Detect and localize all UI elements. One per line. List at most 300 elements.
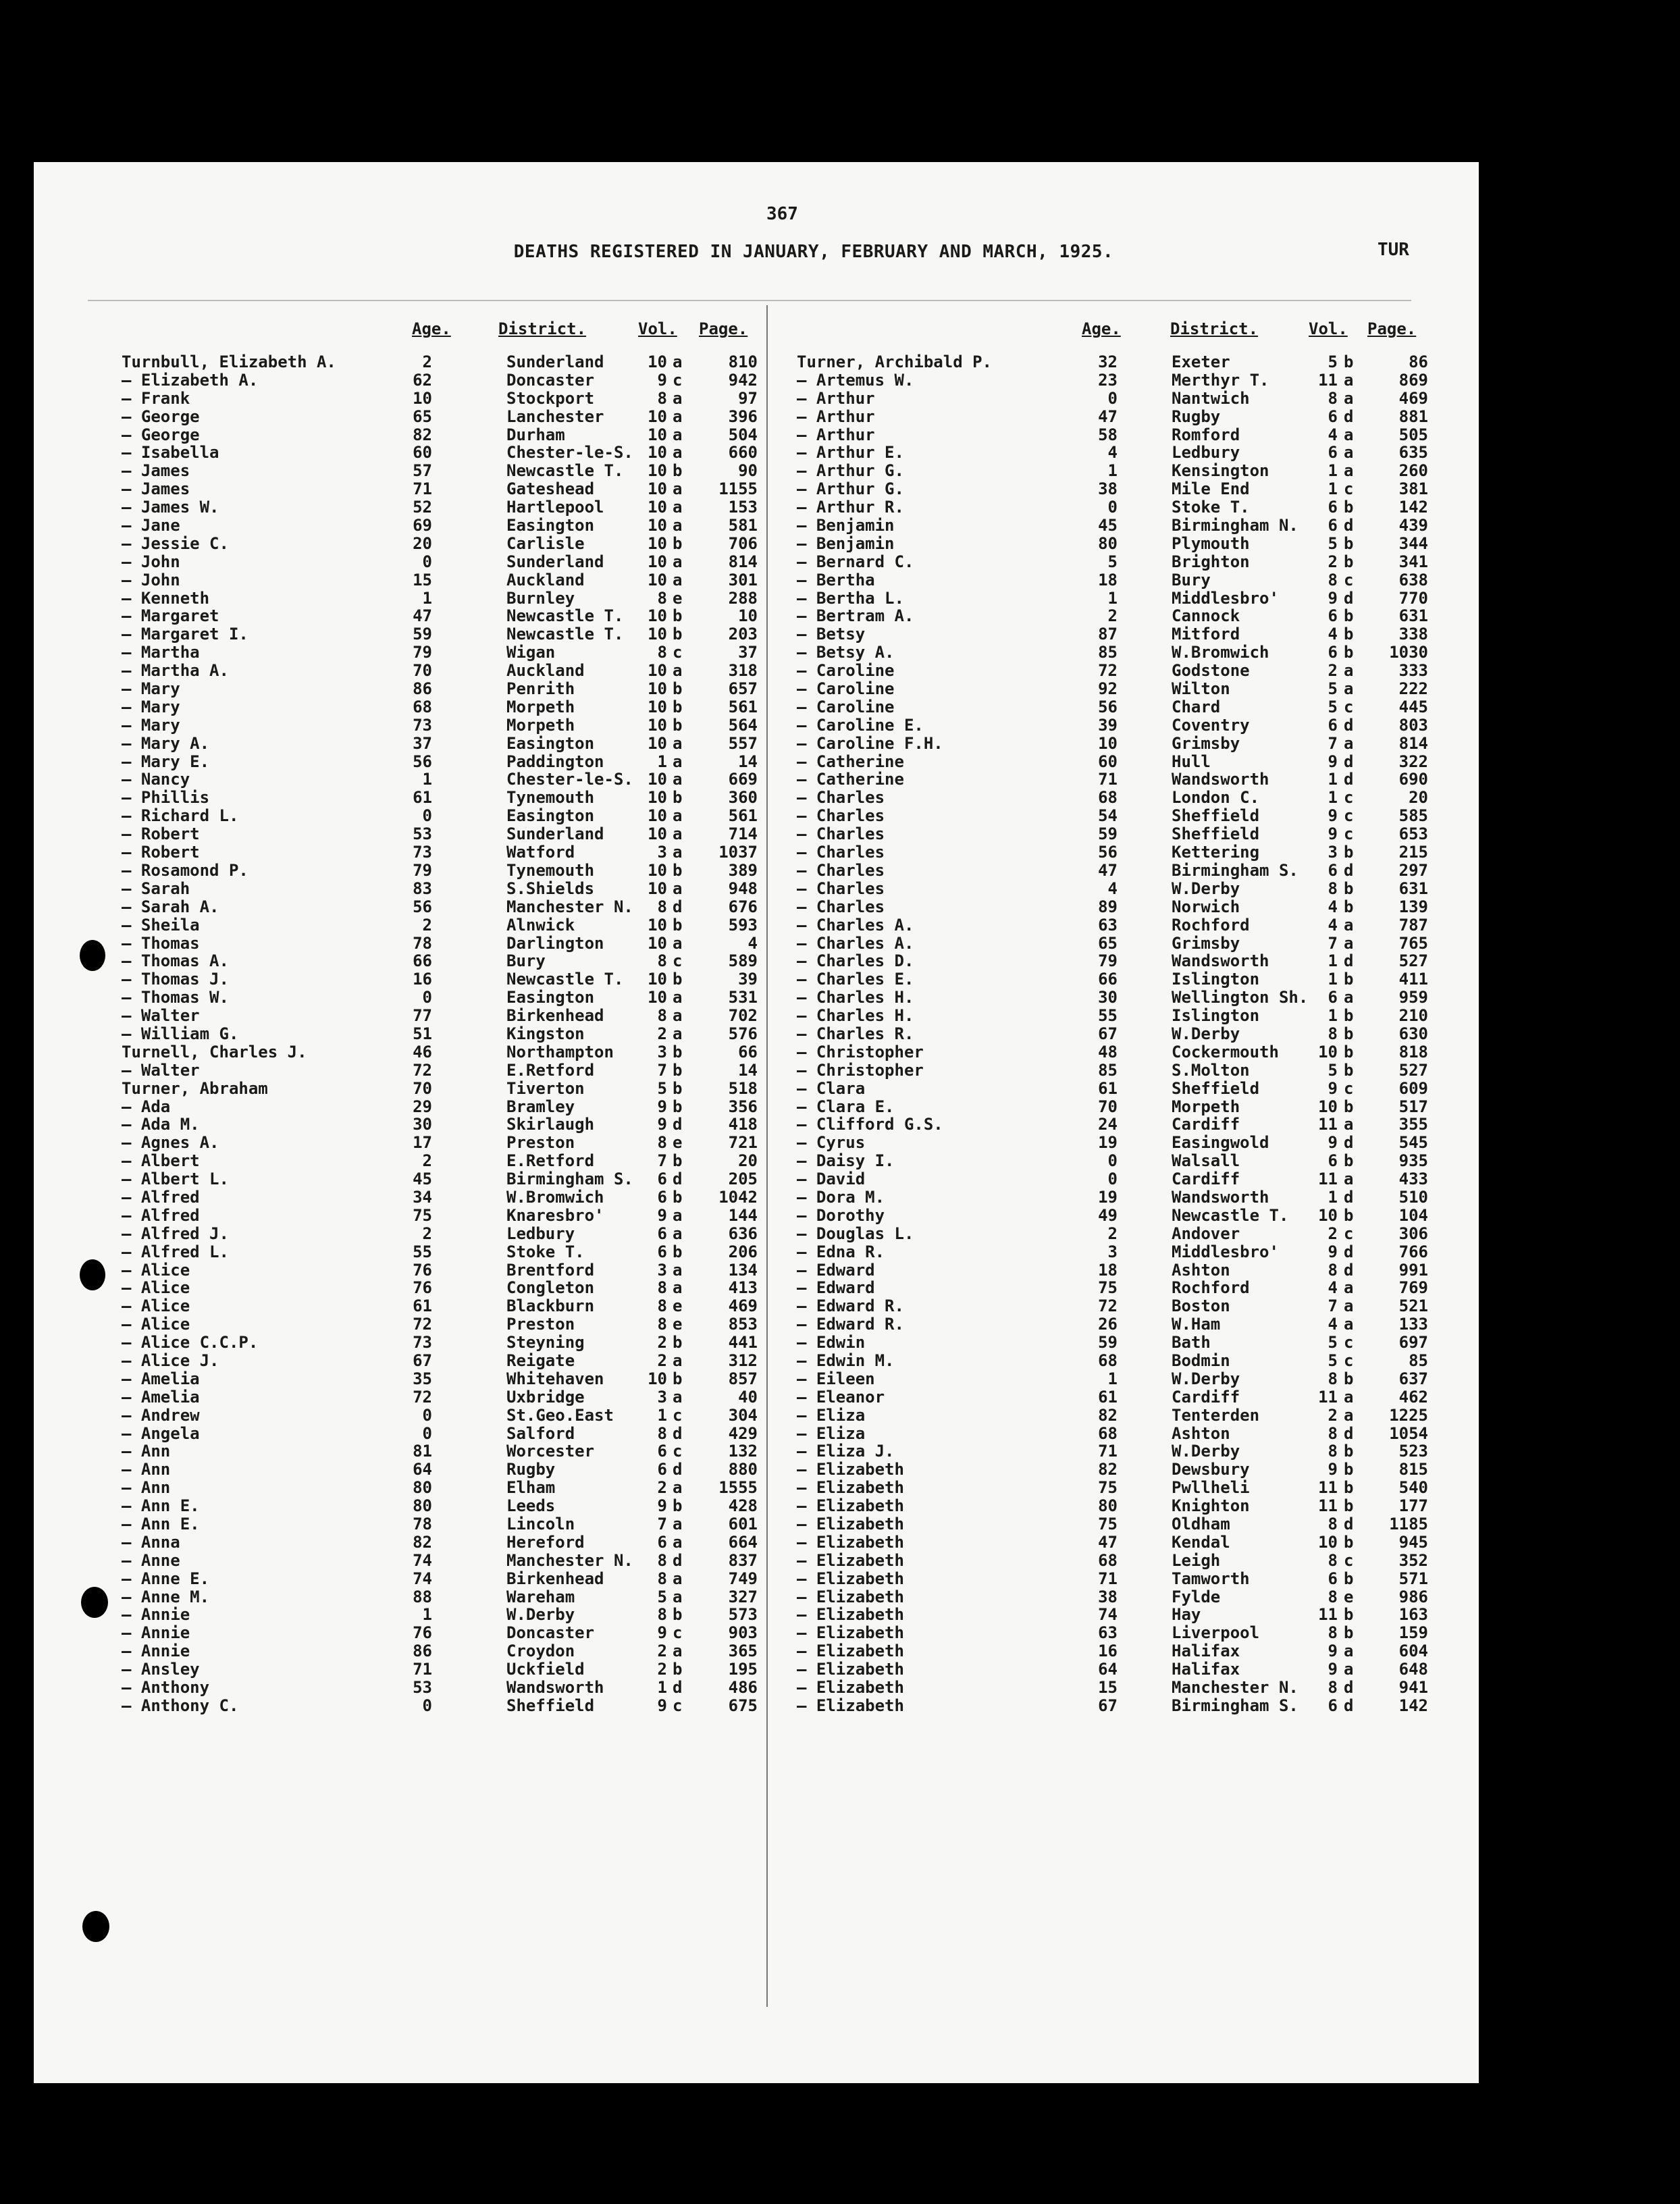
register-entry bbox=[122, 897, 763, 916]
entry-age: 2 bbox=[422, 1224, 432, 1243]
entry-volume: 9 bbox=[657, 1097, 667, 1116]
entry-page: 195 bbox=[728, 1660, 758, 1679]
entry-page: 815 bbox=[1398, 1460, 1428, 1479]
register-entry bbox=[122, 1261, 763, 1279]
register-entry bbox=[122, 1351, 763, 1369]
register-entry bbox=[122, 1569, 763, 1588]
entry-district: Preston bbox=[506, 1315, 575, 1334]
entry-age: 64 bbox=[1098, 1660, 1118, 1679]
entry-name: — Ann bbox=[122, 1460, 171, 1479]
entry-district: Walsall bbox=[1172, 1151, 1240, 1171]
register-entry bbox=[122, 824, 763, 843]
entry-district: Auckland bbox=[506, 570, 585, 589]
entry-volume-section: b bbox=[673, 625, 683, 644]
register-entry bbox=[122, 1061, 763, 1079]
entry-page: 631 bbox=[1398, 878, 1428, 898]
punch-hole bbox=[80, 1259, 105, 1290]
entry-page: 638 bbox=[1398, 570, 1428, 589]
entry-district: Sheffield bbox=[1172, 806, 1260, 826]
entry-name: — Elizabeth bbox=[797, 1605, 904, 1625]
entry-age: 73 bbox=[413, 843, 432, 862]
entry-page: 341 bbox=[1398, 552, 1428, 571]
entry-page: 880 bbox=[728, 1460, 758, 1479]
entry-age: 82 bbox=[1098, 1460, 1118, 1479]
entry-name: — Charles bbox=[797, 806, 885, 826]
entry-volume: 6 bbox=[1328, 643, 1338, 662]
entry-volume-section: d bbox=[673, 1423, 683, 1443]
top-border bbox=[0, 0, 1680, 162]
entry-volume-section: b bbox=[673, 1060, 683, 1080]
entry-district: Congleton bbox=[506, 1278, 595, 1298]
entry-page: 527 bbox=[1398, 951, 1428, 971]
entry-name: — Artemus W. bbox=[797, 370, 914, 390]
register-entry bbox=[122, 843, 763, 861]
entry-volume: 8 bbox=[1328, 1024, 1338, 1043]
entry-page: 660 bbox=[728, 443, 758, 463]
entry-age: 2 bbox=[422, 1151, 432, 1171]
register-entry bbox=[122, 552, 763, 571]
entry-page: 714 bbox=[728, 824, 758, 844]
entry-district: Morpeth bbox=[1172, 1097, 1240, 1116]
entry-name: — John bbox=[122, 570, 180, 589]
entry-age: 58 bbox=[1098, 425, 1118, 444]
entry-age: 63 bbox=[1098, 1623, 1118, 1643]
entry-volume-section: a bbox=[673, 552, 683, 571]
entry-name: — Eileen bbox=[797, 1369, 875, 1388]
entry-name: — Douglas L. bbox=[797, 1224, 914, 1243]
entry-volume: 1 bbox=[1328, 770, 1338, 789]
entry-volume-section: c bbox=[1344, 570, 1354, 589]
entry-volume: 2 bbox=[1328, 661, 1338, 681]
entry-district: Rochford bbox=[1172, 1278, 1250, 1298]
entry-district: Lanchester bbox=[506, 406, 604, 426]
entry-page: 573 bbox=[728, 1605, 758, 1625]
entry-page: 144 bbox=[728, 1205, 758, 1225]
entry-volume: 8 bbox=[657, 1278, 667, 1298]
entry-volume-section: a bbox=[673, 352, 683, 371]
register-entry bbox=[122, 589, 763, 607]
entry-volume-section: a bbox=[1344, 1387, 1354, 1407]
entry-volume-section: a bbox=[673, 733, 683, 753]
entry-district: Ashton bbox=[1172, 1260, 1230, 1280]
entry-age: 0 bbox=[422, 806, 432, 826]
entry-volume-section: b bbox=[1344, 1605, 1354, 1625]
entry-district: Doncaster bbox=[506, 1623, 595, 1643]
entry-volume: 9 bbox=[657, 1496, 667, 1516]
register-entry bbox=[122, 1496, 763, 1515]
entry-age: 73 bbox=[413, 715, 432, 735]
entry-volume-section: b bbox=[673, 715, 683, 735]
register-entry bbox=[122, 443, 763, 461]
register-entry bbox=[122, 534, 763, 552]
entry-page: 518 bbox=[728, 1078, 758, 1098]
entry-volume: 10 bbox=[648, 770, 667, 789]
entry-page: 557 bbox=[728, 733, 758, 753]
entry-volume-section: a bbox=[1344, 733, 1354, 753]
entry-page: 90 bbox=[738, 461, 758, 481]
entry-volume: 5 bbox=[1328, 352, 1338, 371]
entry-district: Rochford bbox=[1172, 915, 1250, 935]
entry-volume: 2 bbox=[1328, 552, 1338, 571]
entry-age: 1 bbox=[422, 588, 432, 608]
entry-volume-section: c bbox=[1344, 788, 1354, 808]
entry-volume-section: c bbox=[1344, 1333, 1354, 1353]
column-divider bbox=[766, 305, 768, 2007]
entry-district: W.Bromwich bbox=[506, 1187, 604, 1207]
entry-age: 71 bbox=[413, 1660, 432, 1679]
entry-volume: 9 bbox=[1328, 1460, 1338, 1479]
entry-district: Easingwold bbox=[1172, 1133, 1269, 1153]
entry-volume: 2 bbox=[657, 1350, 667, 1370]
entry-page: 20 bbox=[1409, 788, 1428, 808]
entry-district: Romford bbox=[1172, 425, 1240, 444]
entry-volume-section: b bbox=[1344, 1569, 1354, 1588]
entry-age: 71 bbox=[413, 479, 432, 499]
entry-volume-section: b bbox=[673, 1605, 683, 1625]
register-entry bbox=[797, 1351, 1465, 1369]
entry-volume-section: d bbox=[1344, 1260, 1354, 1280]
entry-page: 66 bbox=[738, 1042, 758, 1061]
register-entry bbox=[797, 934, 1465, 952]
entry-page: 803 bbox=[1398, 715, 1428, 735]
entry-age: 19 bbox=[1098, 1133, 1118, 1153]
entry-name: — James bbox=[122, 479, 190, 499]
entry-age: 72 bbox=[1098, 1296, 1118, 1316]
entry-district: Dewsbury bbox=[1172, 1460, 1250, 1479]
entry-page: 948 bbox=[728, 878, 758, 898]
entry-name: — Alice bbox=[122, 1296, 190, 1316]
entry-district: Chard bbox=[1172, 697, 1221, 716]
entry-volume: 6 bbox=[1328, 443, 1338, 463]
entry-district: S.Shields bbox=[506, 878, 595, 898]
entry-volume: 6 bbox=[657, 1460, 667, 1479]
entry-age: 74 bbox=[413, 1550, 432, 1570]
register-entry bbox=[122, 1696, 763, 1714]
entry-volume-section: d bbox=[1344, 770, 1354, 789]
entry-district: Fylde bbox=[1172, 1587, 1221, 1606]
register-entry bbox=[797, 1569, 1465, 1588]
entry-volume-section: b bbox=[1344, 1042, 1354, 1061]
entry-name: — Elizabeth bbox=[797, 1496, 904, 1516]
entry-volume: 1 bbox=[1328, 1006, 1338, 1026]
entry-name: — Thomas bbox=[122, 933, 200, 953]
entry-name: — Charles bbox=[797, 788, 885, 808]
entry-page: 814 bbox=[728, 552, 758, 571]
entry-name: — Bertram A. bbox=[797, 606, 914, 626]
entry-district: Sunderland bbox=[506, 352, 604, 371]
entry-page: 664 bbox=[728, 1532, 758, 1552]
entry-volume: 10 bbox=[648, 661, 667, 681]
entry-age: 78 bbox=[413, 1515, 432, 1533]
register-entry bbox=[797, 1115, 1465, 1133]
entry-volume-section: b bbox=[1344, 643, 1354, 662]
entry-volume: 9 bbox=[657, 370, 667, 390]
entry-name: — Mary bbox=[122, 715, 180, 735]
entry-name: — Charles A. bbox=[797, 915, 914, 935]
entry-volume-section: a bbox=[673, 770, 683, 789]
entry-page: 14 bbox=[738, 752, 758, 771]
entry-name: — Elizabeth bbox=[797, 1550, 904, 1570]
entry-district: Sunderland bbox=[506, 824, 604, 844]
register-page bbox=[34, 162, 1479, 2083]
entry-district: Pwllheli bbox=[1172, 1478, 1250, 1498]
entry-name: — Eliza bbox=[797, 1405, 866, 1425]
entry-volume-section: b bbox=[673, 1187, 683, 1207]
entry-page: 540 bbox=[1398, 1478, 1428, 1498]
entry-page: 327 bbox=[728, 1587, 758, 1606]
register-entry bbox=[797, 988, 1465, 1006]
entry-district: Lincoln bbox=[506, 1515, 575, 1533]
entry-volume: 7 bbox=[1328, 933, 1338, 953]
entry-volume: 2 bbox=[657, 1478, 667, 1498]
register-entry bbox=[797, 1296, 1465, 1315]
register-entry bbox=[797, 571, 1465, 589]
entry-page: 564 bbox=[728, 715, 758, 735]
entry-volume-section: b bbox=[1344, 1205, 1354, 1225]
entry-page: 697 bbox=[1398, 1333, 1428, 1353]
entry-district: Bramley bbox=[506, 1097, 575, 1116]
entry-age: 2 bbox=[1107, 1224, 1118, 1243]
entry-district: Birmingham S. bbox=[1172, 1696, 1298, 1715]
entry-name: — Edwin bbox=[797, 1333, 866, 1353]
entry-volume-section: d bbox=[1344, 715, 1354, 735]
entry-volume-section: b bbox=[673, 697, 683, 716]
entry-name: — Alfred L. bbox=[122, 1242, 229, 1261]
entry-district: Wilton bbox=[1172, 679, 1230, 699]
register-entry bbox=[122, 461, 763, 479]
entry-name: — Anne bbox=[122, 1550, 180, 1570]
entry-age: 79 bbox=[413, 860, 432, 880]
register-entry bbox=[122, 661, 763, 679]
entry-age: 2 bbox=[422, 915, 432, 935]
register-entry bbox=[122, 788, 763, 806]
entry-page: 215 bbox=[1398, 843, 1428, 862]
entry-volume: 10 bbox=[648, 806, 667, 826]
register-entry bbox=[122, 1097, 763, 1116]
entry-name: — Charles R. bbox=[797, 1024, 914, 1043]
entry-volume-section: c bbox=[673, 951, 683, 971]
entry-district: Kensington bbox=[1172, 461, 1269, 481]
register-entry bbox=[797, 443, 1465, 461]
entry-age: 86 bbox=[413, 679, 432, 699]
entry-district: Manchester N. bbox=[506, 1550, 633, 1570]
register-entry bbox=[122, 734, 763, 752]
entry-volume-section: c bbox=[673, 1405, 683, 1425]
entry-age: 69 bbox=[413, 516, 432, 535]
register-entry bbox=[797, 661, 1465, 679]
entry-age: 71 bbox=[1098, 1569, 1118, 1588]
entry-volume-section: b bbox=[673, 679, 683, 699]
entry-name: — Amelia bbox=[122, 1387, 200, 1407]
entry-page: 945 bbox=[1398, 1532, 1428, 1552]
entry-volume-section: a bbox=[1344, 370, 1354, 390]
entry-district: Mitford bbox=[1172, 625, 1240, 644]
entry-page: 770 bbox=[1398, 588, 1428, 608]
register-entry bbox=[797, 1043, 1465, 1061]
entry-volume-section: c bbox=[1344, 479, 1354, 499]
entry-volume: 4 bbox=[1328, 915, 1338, 935]
entry-volume-section: e bbox=[673, 1133, 683, 1153]
entry-age: 87 bbox=[1098, 625, 1118, 644]
entry-volume-section: b bbox=[1344, 1478, 1354, 1498]
entry-age: 81 bbox=[413, 1442, 432, 1461]
entry-district: Islington bbox=[1172, 1006, 1260, 1026]
entry-age: 56 bbox=[1098, 697, 1118, 716]
entry-volume-section: a bbox=[1344, 425, 1354, 444]
entry-name: — Thomas A. bbox=[122, 951, 229, 971]
entry-district: Newcastle T. bbox=[506, 606, 624, 626]
entry-volume: 8 bbox=[1328, 1423, 1338, 1443]
register-entry bbox=[122, 1296, 763, 1315]
entry-name: — George bbox=[122, 425, 200, 444]
entry-district: Sheffield bbox=[1172, 1078, 1260, 1098]
register-entry bbox=[797, 1097, 1465, 1116]
entry-age: 72 bbox=[413, 1060, 432, 1080]
entry-page: 86 bbox=[1409, 352, 1428, 371]
entry-volume-section: a bbox=[673, 1478, 683, 1498]
entry-district: Brighton bbox=[1172, 552, 1250, 571]
entry-name: — James W. bbox=[122, 498, 219, 517]
register-entry bbox=[797, 1079, 1465, 1097]
entry-age: 61 bbox=[413, 788, 432, 808]
entry-volume-section: b bbox=[1344, 606, 1354, 626]
entry-district: Hay bbox=[1172, 1605, 1201, 1625]
entry-district: Cockermouth bbox=[1172, 1042, 1279, 1061]
entry-page: 531 bbox=[728, 988, 758, 1007]
entry-page: 1185 bbox=[1389, 1515, 1428, 1533]
entry-volume: 6 bbox=[1328, 1696, 1338, 1715]
entry-volume: 10 bbox=[648, 625, 667, 644]
entry-page: 857 bbox=[728, 1369, 758, 1388]
entry-volume: 9 bbox=[1328, 806, 1338, 826]
entry-age: 47 bbox=[1098, 1532, 1118, 1552]
entry-volume-section: a bbox=[1344, 1660, 1354, 1679]
entry-district: Boston bbox=[1172, 1296, 1230, 1316]
entry-district: Ledbury bbox=[1172, 443, 1240, 463]
entry-volume-section: a bbox=[673, 752, 683, 771]
entry-volume-section: c bbox=[673, 1623, 683, 1643]
register-entry bbox=[122, 1478, 763, 1496]
register-entry bbox=[122, 1460, 763, 1478]
entry-page: 721 bbox=[728, 1133, 758, 1153]
entry-name: — Alice bbox=[122, 1315, 190, 1334]
entry-district: Islington bbox=[1172, 970, 1260, 989]
entry-age: 45 bbox=[413, 1170, 432, 1189]
entry-volume-section: d bbox=[673, 1115, 683, 1134]
entry-volume: 6 bbox=[657, 1187, 667, 1207]
entry-volume-section: b bbox=[673, 860, 683, 880]
register-entry bbox=[122, 916, 763, 934]
entry-age: 67 bbox=[1098, 1696, 1118, 1715]
entry-district: Rugby bbox=[1172, 406, 1221, 426]
entry-volume: 1 bbox=[1328, 970, 1338, 989]
entry-volume: 8 bbox=[657, 1315, 667, 1334]
entry-district: Skirlaugh bbox=[506, 1115, 595, 1134]
entry-district: Darlington bbox=[506, 933, 604, 953]
entry-age: 0 bbox=[422, 1423, 432, 1443]
entry-name: — Frank bbox=[122, 388, 190, 408]
entry-name: — Betsy A. bbox=[797, 643, 895, 662]
entry-volume-section: b bbox=[1344, 1532, 1354, 1552]
entry-volume: 6 bbox=[1328, 516, 1338, 535]
entry-age: 15 bbox=[1098, 1678, 1118, 1698]
register-entry bbox=[122, 1170, 763, 1188]
register-entry bbox=[797, 1496, 1465, 1515]
entry-volume: 4 bbox=[1328, 625, 1338, 644]
entry-page: 418 bbox=[728, 1115, 758, 1134]
entry-age: 68 bbox=[1098, 1550, 1118, 1570]
entry-district: Birmingham N. bbox=[1172, 516, 1298, 535]
register-entry bbox=[122, 1605, 763, 1623]
entry-volume: 10 bbox=[648, 461, 667, 481]
entry-name: — Edward bbox=[797, 1260, 875, 1280]
entry-name: — Nancy bbox=[122, 770, 190, 789]
register-entry bbox=[797, 1151, 1465, 1170]
register-entry bbox=[797, 1170, 1465, 1188]
entry-page: 4 bbox=[747, 933, 758, 953]
entry-district: Middlesbro' bbox=[1172, 1242, 1279, 1261]
entry-district: Kendal bbox=[1172, 1532, 1230, 1552]
entry-name: — George bbox=[122, 406, 200, 426]
entry-name: — Charles A. bbox=[797, 933, 914, 953]
entry-volume-section: c bbox=[673, 643, 683, 662]
entry-volume: 10 bbox=[648, 988, 667, 1007]
entry-name: — Alfred J. bbox=[122, 1224, 229, 1243]
entry-volume-section: a bbox=[673, 843, 683, 862]
entry-district: Sunderland bbox=[506, 552, 604, 571]
register-entry bbox=[797, 1006, 1465, 1024]
entry-age: 1 bbox=[1107, 461, 1118, 481]
entry-age: 83 bbox=[413, 878, 432, 898]
entry-page: 365 bbox=[728, 1642, 758, 1661]
entry-age: 80 bbox=[413, 1496, 432, 1516]
entry-age: 2 bbox=[422, 352, 432, 371]
entry-page: 669 bbox=[728, 770, 758, 789]
right-age-header: Age. bbox=[1082, 319, 1121, 338]
entry-district: Bath bbox=[1172, 1333, 1211, 1353]
register-entry bbox=[122, 951, 763, 970]
register-entry bbox=[797, 1696, 1465, 1714]
entry-district: Uckfield bbox=[506, 1660, 585, 1679]
entry-page: 462 bbox=[1398, 1387, 1428, 1407]
entry-volume-section: d bbox=[1344, 1696, 1354, 1715]
entry-age: 67 bbox=[1098, 1024, 1118, 1043]
register-entry bbox=[122, 1406, 763, 1424]
entry-name: — Anna bbox=[122, 1532, 180, 1552]
register-entry bbox=[797, 1206, 1465, 1224]
entry-age: 0 bbox=[422, 988, 432, 1007]
entry-age: 34 bbox=[413, 1187, 432, 1207]
entry-page: 637 bbox=[1398, 1369, 1428, 1388]
entry-page: 853 bbox=[728, 1315, 758, 1334]
entry-volume-section: b bbox=[1344, 843, 1354, 862]
register-entry bbox=[122, 1224, 763, 1242]
entry-name: — Edward bbox=[797, 1278, 875, 1298]
entry-volume-section: a bbox=[673, 806, 683, 826]
entry-name: — Thomas J. bbox=[122, 970, 229, 989]
entry-district: Exeter bbox=[1172, 352, 1230, 371]
entry-volume: 6 bbox=[657, 1170, 667, 1189]
entry-volume-section: b bbox=[1344, 1496, 1354, 1516]
entry-volume: 5 bbox=[1328, 697, 1338, 716]
page-title: DEATHS REGISTERED IN JANUARY, FEBRUARY AND MARCH, 1925. bbox=[513, 242, 1114, 262]
entry-age: 1 bbox=[1107, 588, 1118, 608]
entry-name: — Alice bbox=[122, 1278, 190, 1298]
entry-name: — Elizabeth bbox=[797, 1696, 904, 1715]
entry-name: — Martha bbox=[122, 643, 200, 662]
entry-volume-section: a bbox=[1344, 1642, 1354, 1661]
entry-district: W.Derby bbox=[1172, 1024, 1240, 1043]
